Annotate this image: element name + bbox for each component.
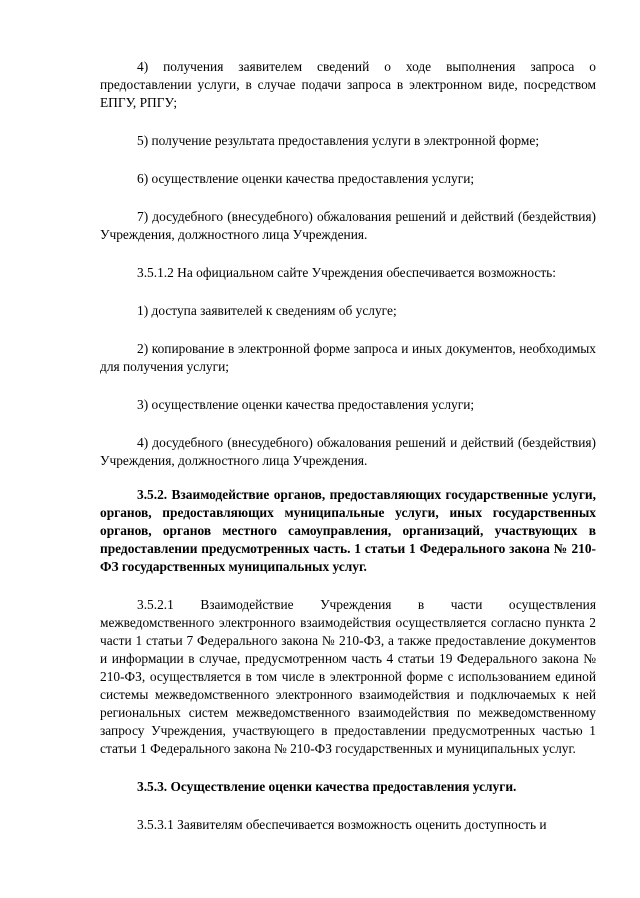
document-page (100, 58, 596, 854)
paragraph-3-5-1-2: 3.5.1.2 На официальном сайте Учреждения обеспечивается возможность: (137, 265, 556, 280)
paragraph-item-7-appeal: 7) досудебного (внесудебного) обжалования решений и действий (бездействия) Учреждения, должностного лица Учреждения. (100, 209, 596, 242)
paragraph-item-4-status: 4) получения заявителем сведений о ходе выполнения запроса о предоставлении услуги, в случае подачи запроса в электронном виде, посредством ЕПГУ, РПГУ; (100, 59, 596, 110)
paragraph-item-5-result: 5) получение результата предоставления услуги в электронной форме; (137, 133, 540, 148)
paragraph-site-item-4: 4) досудебного (внесудебного) обжалования решений и действий (бездействия) Учреждения, должностного лица Учреждения. (100, 435, 596, 468)
section-heading-3-5-2: 3.5.2. Взаимодействие органов, предоставляющих государственные услуги, органов, предоставляющих муниципальные услуги, иных государственных органов, органов местного самоуправления, организаций, участвующих в предоставлении предусмотренных часть. 1 статьи 1 Федерального закона № 210-ФЗ государственных муниципальных услуг. (100, 487, 596, 574)
paragraph-site-item-1: 1) доступа заявителей к сведениям об услуге; (137, 303, 397, 318)
paragraph-3-5-3-1: 3.5.3.1 Заявителям обеспечивается возможность оценить доступность и (137, 817, 547, 832)
paragraph-site-item-2: 2) копирование в электронной форме запроса и иных документов, необходимых для получения услуги; (100, 341, 596, 374)
section-heading-3-5-3: 3.5.3. Осуществление оценки качества предоставления услуги. (137, 779, 517, 794)
paragraph-site-item-3: 3) осуществление оценки качества предоставления услуги; (137, 397, 475, 412)
paragraph-item-6-quality: 6) осуществление оценки качества предоставления услуги; (137, 171, 475, 186)
paragraph-3-5-2-1: 3.5.2.1 Взаимодействие Учреждения в части осуществления межведомственного электронного взаимодействия осуществляется согласно пункта 2 части 1 статьи 7 Федерального закона № 210-ФЗ, а также предоставление документов и информации в случае, предусмотренном часть 4 статьи 19 Федерального закона № 210-ФЗ, осуществляется в том числе в электронной форме с использованием единой системы межведомственного электронного взаимодействия и подключаемых к ней региональных систем межведомственного взаимодействия по межведомственному запросу Учреждения, участвующего в предоставлении предусмотренных частью 1 статьи 1 Федерального закона № 210-ФЗ государственных и муниципальных услуг. (100, 597, 596, 756)
